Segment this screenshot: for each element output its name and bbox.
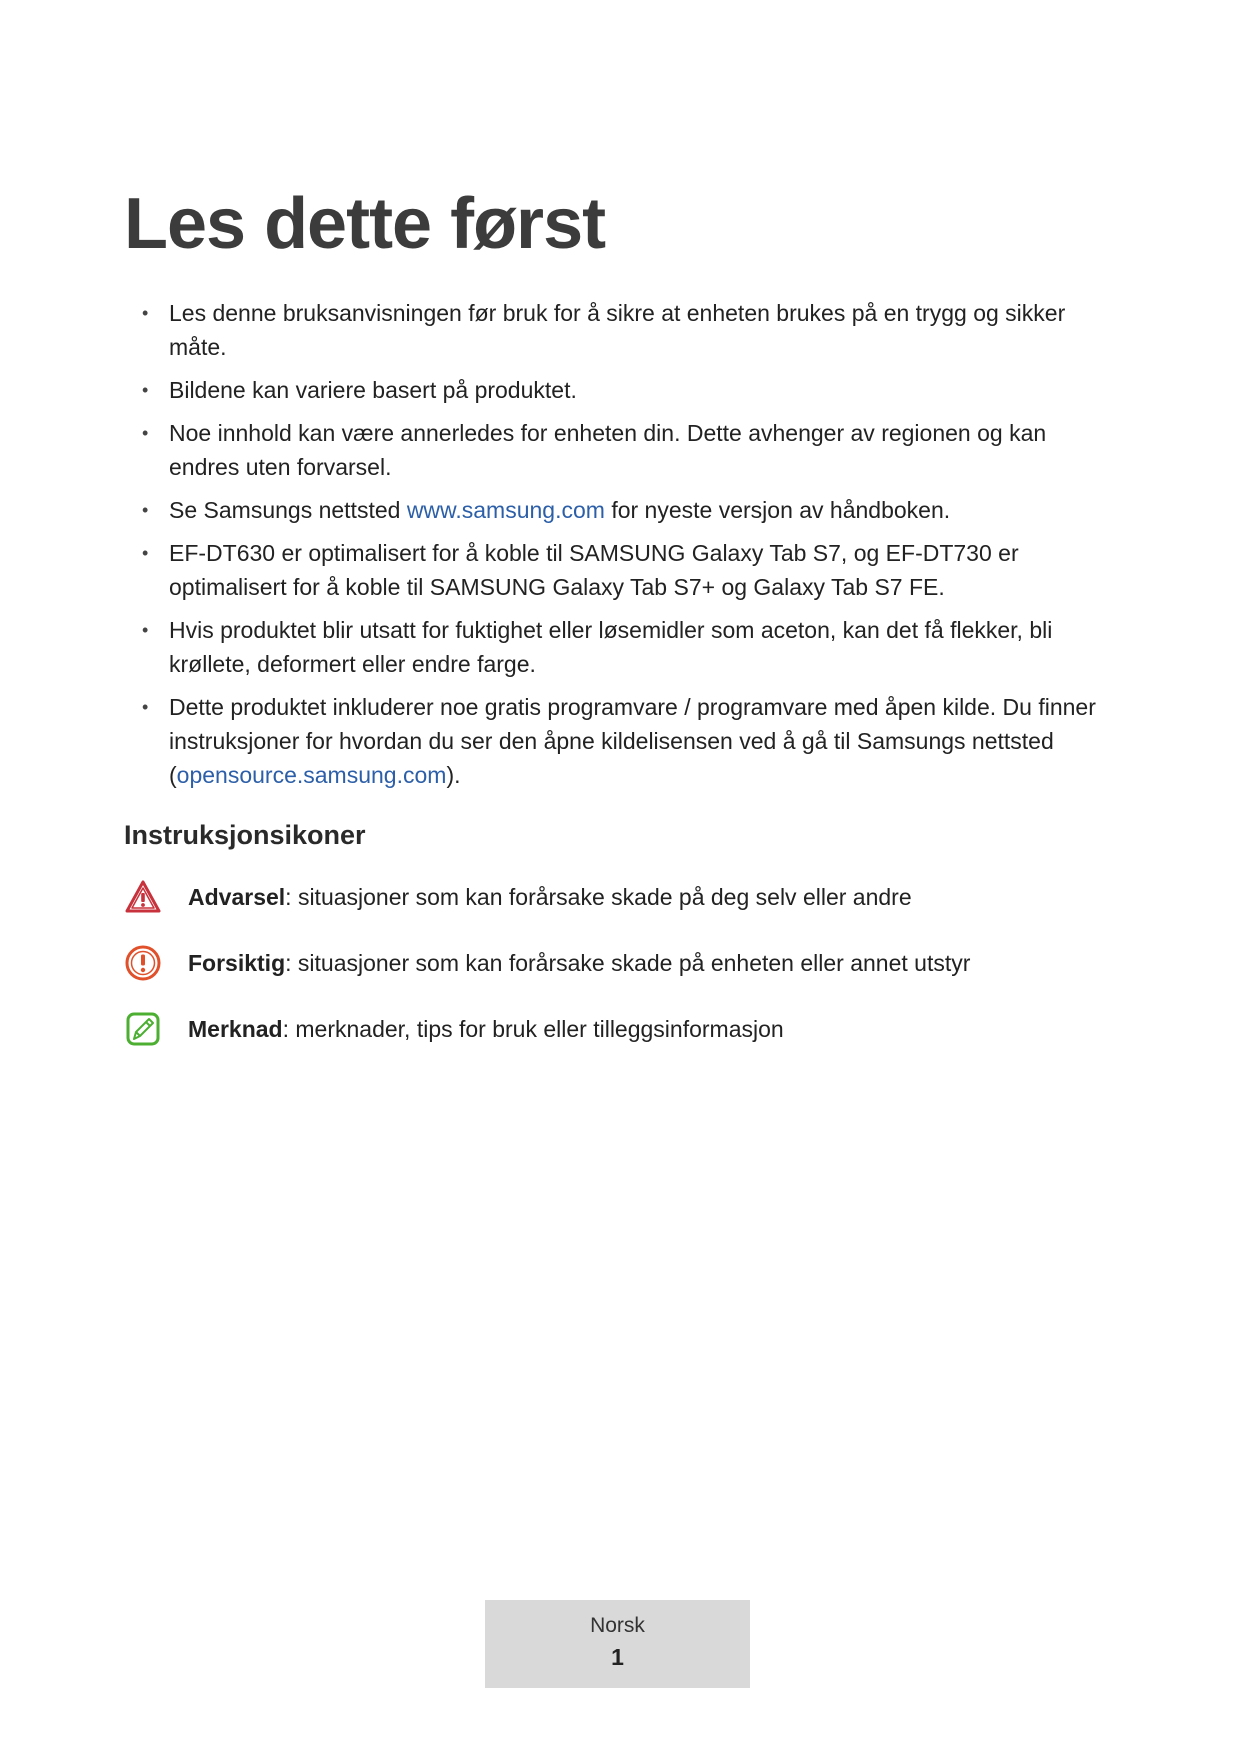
caution-description: : situasjoner som kan forårsake skade på enheten eller annet utstyr	[285, 949, 971, 976]
bullet-text: Bildene kan variere basert på produktet.	[169, 377, 577, 403]
note-description: : merknader, tips for bruk eller tilleggsinformasjon	[282, 1015, 784, 1042]
warning-triangle-icon	[124, 878, 162, 916]
bullet-list	[124, 296, 1114, 801]
bullet-dot: •	[142, 380, 149, 400]
list-item	[124, 296, 1114, 364]
bullet-dot: •	[142, 620, 149, 640]
warning-description: : situasjoner som kan forårsake skade på deg selv eller andre	[285, 883, 912, 910]
footer-language: Norsk	[590, 1614, 645, 1637]
list-item	[124, 493, 1114, 527]
bullet-text: Noe innhold kan være annerledes for enheten din. Dette avhenger av regionen og kan endres uten forvarsel.	[169, 420, 1047, 480]
list-item	[124, 613, 1114, 681]
bullet-text: EF-DT630 er optimalisert for å koble til SAMSUNG Galaxy Tab S7, og EF-DT730 er optimalisert for å koble til SAMSUNG Galaxy Tab S7+ og Galaxy Tab S7 FE.	[169, 540, 1019, 600]
bullet-text: for nyeste versjon av håndboken.	[604, 497, 951, 523]
note-term: Merknad	[188, 1015, 283, 1042]
bullet-text: Dette produktet inkluderer noe gratis programvare / programvare med åpen kilde. Du finner instruksjoner for hvordan du ser den åpne kildelisensen ved å gå til Samsungs nettsted (	[169, 694, 1096, 788]
note-row	[124, 1009, 1124, 1049]
caution-circle-icon	[124, 944, 162, 982]
caution-row	[124, 943, 1124, 983]
opensource-link[interactable]: opensource.samsung.com	[176, 762, 447, 788]
bullet-text: Hvis produktet blir utsatt for fuktighet eller løsemidler som aceton, kan det få flekker, bli krøllete, deformert eller endre farge.	[169, 617, 1053, 677]
note-pencil-icon	[124, 1010, 162, 1048]
bullet-text: Les denne bruksanvisningen før bruk for å sikre at enheten brukes på en trygg og sikker måte.	[169, 300, 1066, 360]
caution-term: Forsiktig	[188, 949, 286, 976]
section-heading: Instruksjonsikoner	[124, 820, 366, 850]
list-item	[124, 690, 1114, 792]
bullet-dot: •	[142, 543, 149, 563]
list-item	[124, 536, 1114, 604]
list-item	[124, 373, 1114, 407]
samsung-website-link[interactable]: www.samsung.com	[406, 497, 605, 523]
bullet-dot: •	[142, 423, 149, 443]
page-number: 1	[611, 1644, 624, 1670]
bullet-dot: •	[142, 697, 149, 717]
page-title: Les dette først	[124, 184, 606, 264]
bullet-dot: •	[142, 500, 149, 520]
bullet-text: Se Samsungs nettsted	[169, 497, 407, 523]
bullet-text: ).	[446, 762, 461, 788]
list-item	[124, 416, 1114, 484]
warning-term: Advarsel	[188, 883, 286, 910]
bullet-dot: •	[142, 303, 149, 323]
page-footer	[485, 1600, 750, 1688]
warning-row	[124, 877, 1124, 917]
